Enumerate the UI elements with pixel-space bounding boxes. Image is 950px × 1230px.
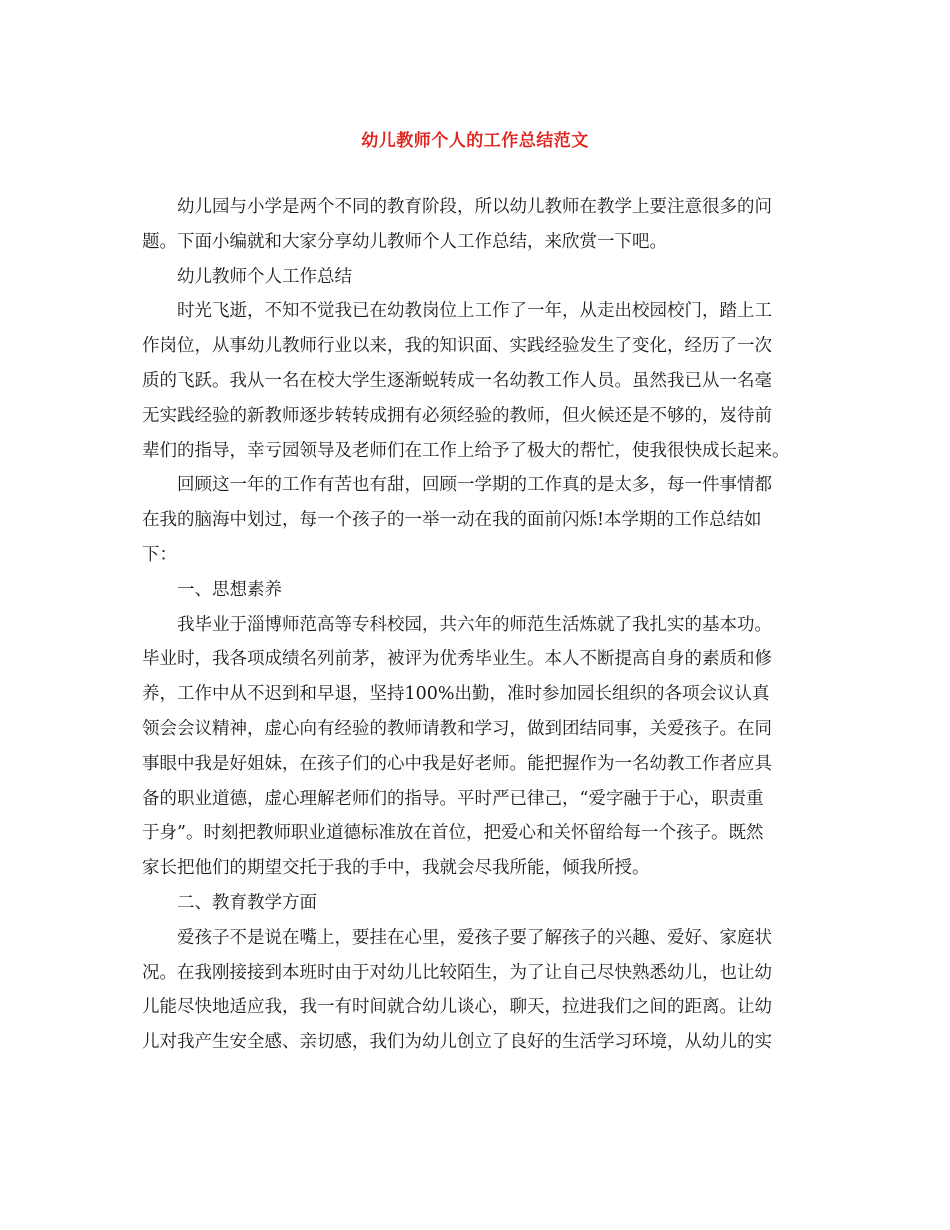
text-line: 领会会议精神，虚心向有经验的教师请教和学习，做到团结同事，关爱孩子。在同: [142, 718, 772, 739]
text-line: 儿对我产生安全感、亲切感，我们为幼儿创立了良好的生活学习环境，从幼儿的实: [142, 1032, 772, 1053]
text-line: 回顾这一年的工作有苦也有甜，回顾一学期的工作真的是太多，每一件事情都: [177, 475, 772, 496]
text-line: 家长把他们的期望交托于我的手中，我就会尽我所能，倾我所授。: [142, 858, 650, 879]
text-line: 备的职业道德，虚心理解老师们的指导。平时严已律己，“爱字融于于心，职责重: [142, 788, 764, 809]
text-line: 我毕业于淄博师范高等专科校园，共六年的师范生活炼就了我扎实的基本功。: [177, 614, 772, 635]
text-line: 况。在我刚接接到本班时由于对幼儿比较陌生，为了让自己尽快熟悉幼儿，也让幼: [142, 962, 772, 983]
text-line: 质的飞跃。我从一名在校大学生逐渐蜕转成一名幼教工作人员。虽然我已从一名毫: [142, 370, 772, 391]
text-line: 时光飞逝，不知不觉我已在幼教岗位上工作了一年，从走出校园校门，踏上工: [177, 301, 772, 322]
text-line: 题。下面小编就和大家分享幼儿教师个人工作总结，来欣赏一下吧。: [142, 231, 667, 252]
document-title: 幼儿教师个人的工作总结范文: [361, 131, 589, 151]
text-line: 在我的脑海中划过，每一个孩子的一举一动在我的面前闪烁!本学期的工作总结如: [142, 510, 762, 531]
text-line: 爱孩子不是说在嘴上，要挂在心里，爱孩子要了解孩子的兴趣、爱好、家庭状: [177, 927, 772, 948]
text-line: 作岗位，从事幼儿教师行业以来，我的知识面、实践经验发生了变化，经历了一次: [142, 336, 772, 357]
text-line: 儿能尽快地适应我，我一有时间就合幼儿谈心，聊天，拉进我们之间的距离。让幼: [142, 997, 772, 1018]
text-line: 于身”。时刻把教师职业道德标准放在首位，把爱心和关怀留给每一个孩子。既然: [142, 823, 764, 844]
text-line: 二、教育教学方面: [177, 892, 317, 913]
document-body: [142, 190, 822, 1060]
text-line: 养，工作中从不迟到和早退，坚持100%出勤，准时参加园长组织的各项会议认真: [142, 684, 770, 705]
text-line: 幼儿园与小学是两个不同的教育阶段，所以幼儿教师在教学上要注意很多的问: [177, 197, 772, 217]
text-line: 辈们的指导，幸亏园领导及老师们在工作上给予了极大的帮忙，使我很快成长起来。: [142, 440, 790, 461]
text-line: 毕业时，我各项成绩名列前茅，被评为优秀毕业生。本人不断提高自身的素质和修: [142, 649, 772, 670]
text-line: 下：: [142, 544, 177, 565]
text-line: 无实践经验的新教师逐步转转成拥有必须经验的教师，但火候还是不够的，岌待前: [142, 405, 772, 426]
text-line: 幼儿教师个人工作总结: [177, 266, 352, 287]
text-line: 事眼中我是好姐妹，在孩子们的心中我是好老师。能把握作为一名幼教工作者应具: [142, 753, 772, 774]
text-line: 一、思想素养: [177, 579, 282, 600]
